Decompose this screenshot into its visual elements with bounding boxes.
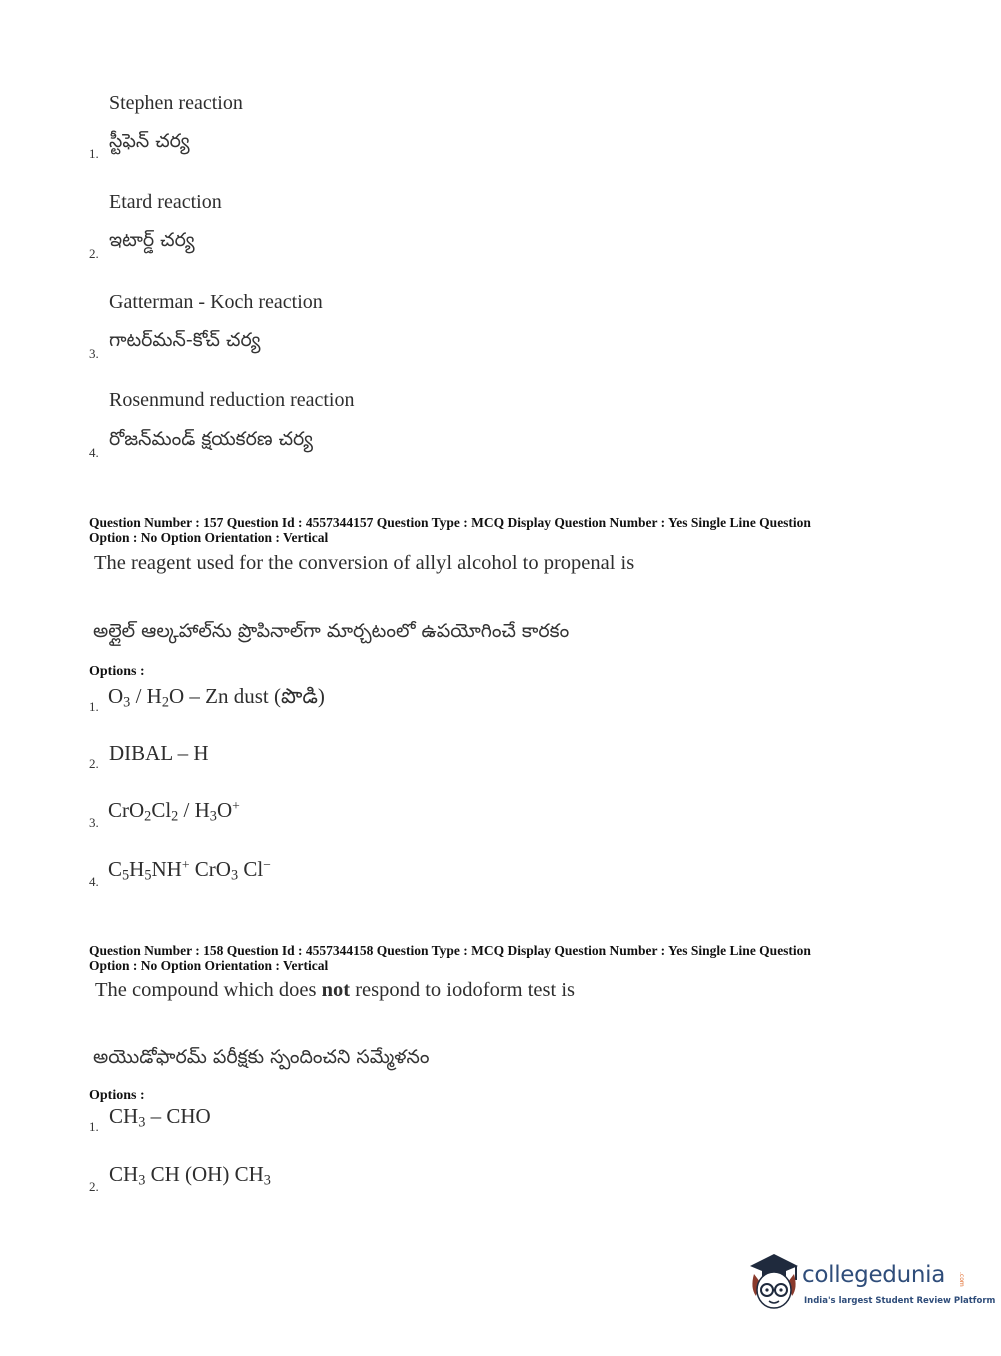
question-158-meta-line1: Question Number : 158 Question Id : 4557344158 Question Type : MCQ Display Question Number : Yes Single Line Question xyxy=(89,943,811,958)
collegedunia-logo xyxy=(742,1248,996,1318)
prev-option-3-english: Gatterman - Koch reaction xyxy=(109,291,323,313)
logo-brand-text: collegedunia xyxy=(802,1262,946,1288)
prev-option-1-number: 1. xyxy=(89,146,99,161)
question-157-option-4-text: $C_5H_5NH^+$ CrO$_3$ Cl− xyxy=(108,857,271,884)
prev-option-3-number: 3. xyxy=(89,346,99,361)
question-157-english: The reagent used for the conversion of allyl alcohol to propenal is xyxy=(94,552,635,574)
prev-option-3-telugu: గాటర్‌మన్-కోచ్ చర్య xyxy=(109,329,261,351)
question-158-option-2-text: $CH_3$ CH (OH) $CH_3$ xyxy=(109,1162,271,1189)
prev-option-2-number: 2. xyxy=(89,246,99,261)
question-157-option-3-text: $CrO_2Cl_2 / H_3O^+$ xyxy=(108,798,240,825)
prev-option-4-english: Rosenmund reduction reaction xyxy=(109,389,355,411)
prev-option-1-telugu: స్టీఫెన్ చర్య xyxy=(109,130,190,152)
question-158-meta-line2: Option : No Option Orientation : Vertical xyxy=(89,958,329,973)
question-158-options-label: Options : xyxy=(89,1088,145,1103)
question-157-option-1-number: 1. xyxy=(89,699,99,714)
prev-option-4-number: 4. xyxy=(89,445,99,460)
student-mascot-icon xyxy=(742,1248,802,1314)
question-157-option-2-text: DIBAL – H xyxy=(109,741,209,765)
question-157-meta-line1: Question Number : 157 Question Id : 4557344157 Question Type : MCQ Display Question Number : Yes Single Line Question xyxy=(89,515,811,530)
prev-option-1-english: Stephen reaction xyxy=(109,92,243,114)
question-158-option-2-number: 2. xyxy=(89,1179,99,1194)
question-157-option-3-number: 3. xyxy=(89,815,99,830)
prev-option-4-telugu: రోజన్‌మండ్ క్షయకరణ చర్య xyxy=(109,428,313,450)
question-157-option-4-number: 4. xyxy=(89,874,99,889)
question-157-telugu: అల్లైల్ ఆల్కహాల్‌ను ప్రొపినాల్‌గా మార్చటంలో ఉపయోగించే కారకం xyxy=(93,620,570,642)
question-158-option-1-number: 1. xyxy=(89,1119,99,1134)
question-158-english: The compound which does not respond to iodoform test is xyxy=(95,979,575,1001)
question-157-option-1-text: $O_3 / H_2O$ – Zn dust (పొడి) xyxy=(108,684,325,711)
question-158-telugu: అయొడోఫారమ్ పరీక్షకు స్పందించని సమ్మేళనం xyxy=(93,1046,430,1068)
emphasis-not: not xyxy=(321,979,351,1001)
question-157-option-2-number: 2. xyxy=(89,756,99,771)
question-158-option-1-text: $CH_3$ – CHO xyxy=(109,1104,211,1131)
logo-tagline: India's largest Student Review Platform xyxy=(804,1296,996,1306)
prev-option-2-english: Etard reaction xyxy=(109,191,222,213)
prev-option-2-telugu: ఇటార్డ్ చర్య xyxy=(109,229,195,251)
question-157-options-label: Options : xyxy=(89,664,145,679)
question-157-meta-line2: Option : No Option Orientation : Vertical xyxy=(89,530,329,545)
logo-domain-suffix: .com xyxy=(958,1272,965,1287)
